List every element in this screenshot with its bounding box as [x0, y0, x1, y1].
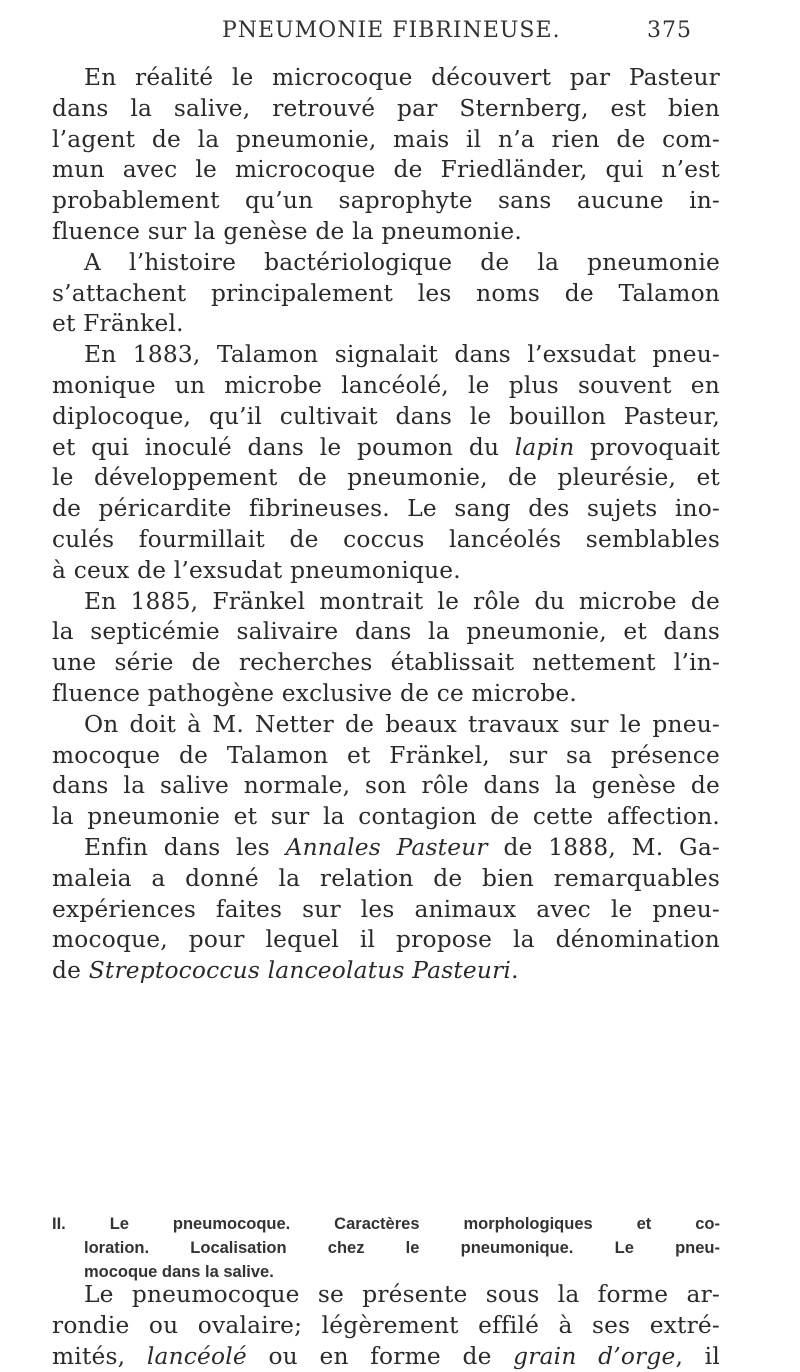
text-line: En réalité le microcoque découvert par Pasteur — [84, 64, 720, 91]
text-line: A l’histoire bactériologique de la pneumonie — [84, 248, 720, 276]
section-heading-line: mocoque dans la salive. — [84, 1263, 274, 1281]
text-line: culés fourmillait de coccus lancéolés semblables — [52, 525, 720, 553]
text-line: probablement qu’un saprophyte sans aucune in- — [52, 187, 720, 215]
page-number: 375 — [647, 18, 692, 43]
text-line: maleia a donné la relation de bien remarquables — [52, 864, 720, 892]
italic-term: lapin — [514, 433, 575, 461]
text-line: de Streptococcus lanceolatus Pasteuri. — [52, 957, 519, 985]
running-head-title: PNEUMONIE FIBRINEUSE. — [222, 18, 561, 43]
text-line: la pneumonie et sur la contagion de cette affection. — [52, 803, 720, 831]
text-line: fluence pathogène exclusive de ce microbe. — [52, 679, 577, 707]
text-line: expériences faites sur les animaux avec le pneu- — [52, 895, 720, 923]
section-heading-line: II. Le pneumocoque. Caractères morphologiques et co- — [52, 1215, 720, 1233]
text-line: dans la salive, retrouvé par Sternberg, est bien — [52, 94, 720, 122]
text-line: à ceux de l’exsudat pneumonique. — [52, 556, 461, 584]
text-line: mocoque, pour lequel il propose la dénomination — [52, 926, 720, 954]
text-line: s’attachent principalement les noms de Talamon — [52, 279, 720, 307]
text-line: et qui inoculé dans le poumon du lapin provoquait — [52, 433, 720, 461]
text-line: diplocoque, qu’il cultivait dans le bouillon Pasteur, — [52, 402, 720, 430]
text-line: monique un microbe lancéolé, le plus souvent en — [52, 371, 720, 399]
body-text — [52, 63, 720, 987]
italic-species-name: Streptococcus lanceolatus Pasteuri — [88, 957, 512, 985]
text-line: dans la salive normale, son rôle dans la genèse de — [52, 772, 720, 800]
text-line: fluence sur la genèse de la pneumonie. — [52, 217, 522, 245]
text-line: rondie ou ovalaire; légèrement effilé à ses extré- — [52, 1311, 720, 1339]
text-line: mocoque de Talamon et Fränkel, sur sa présence — [52, 741, 720, 769]
italic-term: grain d’orge — [513, 1342, 676, 1370]
text-line: On doit à M. Netter de beaux travaux sur le pneu- — [84, 710, 720, 738]
text-line: mun avec le microcoque de Friedländer, qui n’est — [52, 156, 720, 184]
section-heading-line: loration. Localisation chez le pneumonique. Le pneu- — [84, 1239, 720, 1257]
text-line: la septicémie salivaire dans la pneumonie, et dans — [52, 618, 720, 646]
section-heading — [52, 1212, 720, 1284]
text-line: et Fränkel. — [52, 310, 184, 338]
text-line: de péricardite fibrineuses. Le sang des sujets ino- — [52, 495, 720, 523]
text-line: une série de recherches établissait nettement l’in- — [52, 649, 720, 677]
italic-journal-title: Annales Pasteur — [285, 833, 488, 861]
text-line: mités, lancéolé ou en forme de grain d’orge, il — [52, 1342, 720, 1370]
text-line: le développement de pneumonie, de pleurésie, et — [52, 464, 720, 492]
text-line: En 1885, Fränkel montrait le rôle du microbe de — [84, 587, 720, 615]
body-text-continued — [52, 1280, 720, 1372]
text-line: En 1883, Talamon signalait dans l’exsudat pneu- — [84, 341, 720, 369]
text-line: Enfin dans les Annales Pasteur de 1888, M. Ga- — [84, 833, 720, 861]
text-line: Le pneumocoque se présente sous la forme ar- — [84, 1281, 720, 1308]
text-line: l’agent de la pneumonie, mais il n’a rien de com- — [52, 125, 720, 153]
italic-term: lancéolé — [146, 1342, 247, 1370]
